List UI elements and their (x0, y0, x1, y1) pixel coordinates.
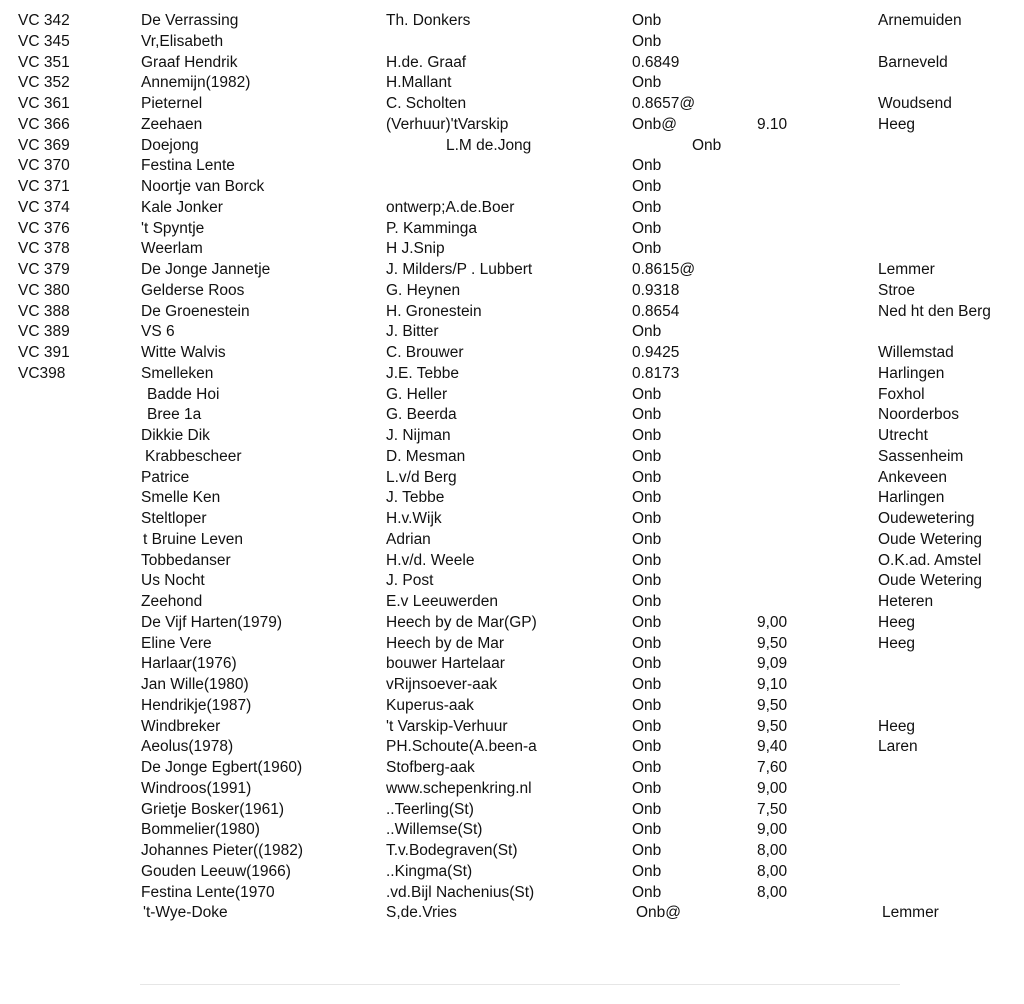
vessel-code: VC 371 (18, 178, 70, 195)
home-port: Arnemuiden (878, 12, 962, 29)
score-value: 9,00 (757, 821, 788, 839)
owner-name: G. Heller (386, 385, 448, 403)
home-port: Utrecht (878, 427, 928, 444)
vessel-name: Harlaar(1976) (141, 655, 237, 673)
vessel-name: Aeolus(1978) (141, 738, 234, 756)
rating-value: 0.6849 (632, 53, 680, 71)
table-row (0, 883, 1024, 903)
rating-value: Onb (632, 655, 662, 673)
home-port: Lemmer (878, 261, 935, 278)
owner-name: G. Beerda (386, 406, 457, 424)
table-row (0, 239, 1024, 259)
rating-value: 0.8615@ (632, 261, 696, 278)
table-row (0, 343, 1024, 363)
rating-value: Onb (632, 489, 662, 507)
owner-name: J. Bitter (386, 323, 439, 341)
rating-value: Onb (632, 821, 662, 839)
table-row (0, 571, 1024, 591)
rating-value: Onb (632, 613, 662, 631)
vessel-code: VC 379 (18, 261, 70, 278)
rating-value: Onb (632, 759, 662, 776)
table-row (0, 53, 1024, 73)
score-value: 9,40 (757, 738, 788, 756)
table-row (0, 592, 1024, 612)
owner-name: H. Gronestein (386, 302, 482, 320)
rating-value: Onb (632, 447, 662, 465)
table-row (0, 136, 1024, 156)
owner-name: C. Scholten (386, 95, 467, 112)
owner-name: T.v.Bodegraven(St) (386, 842, 518, 859)
home-port: Stroe (878, 281, 916, 299)
table-row (0, 426, 1024, 446)
home-port: Heeg (878, 634, 916, 652)
rating-value: Onb (632, 12, 662, 29)
home-port: Heeg (878, 717, 916, 735)
home-port: Oude Wetering (878, 572, 982, 590)
owner-name: bouwer Hartelaar (386, 655, 505, 673)
home-port: O.K.ad. Amstel (878, 551, 982, 569)
vessel-name: Festina Lente (141, 157, 235, 175)
table-row (0, 613, 1024, 633)
vessel-code: VC 370 (18, 157, 70, 175)
home-port: Harlingen (878, 489, 945, 507)
table-row (0, 530, 1024, 550)
score-value: 8,00 (757, 883, 788, 901)
owner-name: H.v.Wijk (386, 510, 442, 527)
vessel-code: VC 369 (18, 136, 70, 154)
vessel-name: Graaf Hendrik (141, 53, 238, 71)
owner-name: Stofberg-aak (386, 759, 475, 776)
vessel-name: Dikkie Dik (141, 427, 210, 444)
rating-value: Onb (632, 800, 662, 818)
vessel-name: 't Spyntje (141, 219, 205, 237)
owner-name: ontwerp;A.de.Boer (386, 198, 515, 216)
score-value: 9.10 (757, 115, 788, 133)
vessel-code: VC 351 (18, 53, 70, 71)
table-row (0, 675, 1024, 695)
vessel-name: De Verrassing (141, 12, 239, 29)
vessel-name: Zeehaen (141, 115, 203, 133)
score-value: 8,00 (757, 862, 788, 880)
vessel-name: Festina Lente(1970 (141, 883, 275, 901)
table-row (0, 198, 1024, 218)
owner-name: D. Mesman (386, 447, 466, 465)
owner-name: E.v Leeuwerden (386, 593, 499, 610)
owner-name: L.M de.Jong (446, 136, 532, 154)
rating-value: Onb (632, 883, 662, 901)
table-row (0, 841, 1024, 861)
owner-name: J. Milders/P . Lubbert (386, 261, 533, 278)
vessel-name: Smelleken (141, 364, 214, 382)
rating-value: Onb (632, 178, 662, 195)
rating-value: Onb (632, 842, 662, 859)
vessel-name: Pieternel (141, 95, 203, 112)
table-row (0, 634, 1024, 654)
vessel-name: Tobbedanser (141, 551, 231, 569)
table-row (0, 32, 1024, 52)
rating-value: Onb (632, 551, 662, 569)
table-row (0, 654, 1024, 674)
table-row (0, 281, 1024, 301)
vessel-name: t Bruine Leven (143, 530, 243, 548)
table-row (0, 696, 1024, 716)
vessel-name: Krabbescheer (145, 447, 242, 465)
rating-value: Onb (692, 136, 722, 154)
table-row (0, 551, 1024, 571)
table-row (0, 94, 1024, 114)
rating-value: 0.8654 (632, 302, 680, 320)
home-port: Harlingen (878, 364, 945, 382)
vessel-name: Bommelier(1980) (141, 821, 260, 839)
owner-name: PH.Schoute(A.been-a (386, 738, 537, 756)
vessel-name: Witte Walvis (141, 344, 226, 361)
rating-value: Onb (632, 74, 662, 92)
vessel-name: Hendrikje(1987) (141, 696, 252, 714)
table-row (0, 509, 1024, 529)
owner-name: H.Mallant (386, 74, 452, 92)
table-row (0, 447, 1024, 467)
owner-name: G. Heynen (386, 281, 461, 299)
vessel-name: Annemijn(1982) (141, 74, 251, 92)
vessel-code: VC 391 (18, 344, 70, 361)
vessel-name: Kale Jonker (141, 198, 223, 216)
table-row (0, 322, 1024, 342)
rating-value: Onb (632, 530, 662, 548)
table-row (0, 177, 1024, 197)
vessel-name: Steltloper (141, 510, 207, 527)
table-row (0, 156, 1024, 176)
owner-name: vRijnsoever-aak (386, 676, 498, 693)
owner-name: J.E. Tebbe (386, 364, 459, 382)
vessel-name: Vr,Elisabeth (141, 32, 224, 50)
table-row (0, 364, 1024, 384)
vessel-name: Smelle Ken (141, 489, 221, 507)
owner-name: ..Teerling(St) (386, 800, 474, 818)
vessel-name: Gelderse Roos (141, 281, 245, 299)
vessel-name: Zeehond (141, 593, 203, 610)
vessel-name: Noortje van Borck (141, 178, 265, 195)
owner-name: P. Kamminga (386, 219, 478, 237)
table-row (0, 779, 1024, 799)
rating-value: Onb (632, 323, 662, 341)
vessel-name: De Groenestein (141, 302, 250, 320)
rating-value: Onb (632, 240, 662, 258)
score-value: 7,50 (757, 800, 788, 818)
owner-name: C. Brouwer (386, 344, 464, 361)
owner-name: Th. Donkers (386, 12, 471, 29)
rating-value: 0.9425 (632, 344, 680, 361)
score-value: 8,00 (757, 842, 788, 859)
vessel-name: Badde Hoi (147, 385, 220, 403)
rating-value: Onb@ (636, 904, 682, 922)
table-row (0, 737, 1024, 757)
table-row (0, 717, 1024, 737)
vessel-code: VC 388 (18, 302, 70, 320)
home-port: Heeg (878, 115, 916, 133)
table-row (0, 800, 1024, 820)
vessel-name: De Jonge Egbert(1960) (141, 759, 303, 776)
home-port: Foxhol (878, 385, 925, 403)
rating-value: Onb (632, 676, 662, 693)
home-port: Lemmer (882, 904, 939, 922)
table-row (0, 11, 1024, 31)
rating-value: Onb (632, 32, 662, 50)
home-port: Oude Wetering (878, 530, 982, 548)
table-row (0, 260, 1024, 280)
home-port: Oudewetering (878, 510, 975, 527)
score-value: 9,00 (757, 779, 788, 797)
owner-name: L.v/d Berg (386, 468, 457, 486)
table-row (0, 73, 1024, 93)
vessel-name: Grietje Bosker(1961) (141, 800, 285, 818)
home-port: Sassenheim (878, 447, 964, 465)
owner-name: H.de. Graaf (386, 53, 467, 71)
score-value: 9,50 (757, 717, 788, 735)
owner-name: ..Willemse(St) (386, 821, 483, 839)
vessel-code: VC 345 (18, 32, 70, 50)
home-port: Heeg (878, 613, 916, 631)
owner-name: Heech by de Mar (386, 634, 505, 652)
rating-value: Onb (632, 634, 662, 652)
table-row (0, 758, 1024, 778)
score-value: 9,09 (757, 655, 788, 673)
rating-value: Onb (632, 510, 662, 527)
vessel-code: VC 361 (18, 95, 70, 112)
vessel-name: Jan Wille(1980) (141, 676, 249, 693)
rating-value: Onb (632, 593, 662, 610)
table-row (0, 488, 1024, 508)
vessel-name: De Vijf Harten(1979) (141, 613, 283, 631)
owner-name: 't Varskip-Verhuur (386, 717, 508, 735)
vessel-name: Johannes Pieter((1982) (141, 842, 303, 859)
rating-value: Onb (632, 572, 662, 590)
vessel-name: De Jonge Jannetje (141, 261, 271, 278)
rating-value: Onb (632, 468, 662, 486)
rating-value: Onb@ (632, 115, 678, 133)
vessel-code: VC 378 (18, 240, 70, 258)
rating-value: 0.9318 (632, 281, 680, 299)
owner-name: (Verhuur)'tVarskip (386, 115, 509, 133)
owner-name: ..Kingma(St) (386, 862, 473, 880)
owner-name: J. Tebbe (386, 489, 445, 507)
vessel-code: VC 389 (18, 323, 70, 341)
home-port: Ankeveen (878, 468, 947, 486)
owner-name: H J.Snip (386, 240, 445, 258)
vessel-name: Bree 1a (147, 406, 202, 424)
table-row (0, 862, 1024, 882)
vessel-code: VC 374 (18, 198, 70, 216)
vessel-name: Windbreker (141, 717, 221, 735)
vessel-name: Eline Vere (141, 634, 212, 652)
vessel-code: VC 342 (18, 12, 70, 29)
vessel-code: VC 352 (18, 74, 70, 92)
rating-value: Onb (632, 717, 662, 735)
footer-divider (140, 984, 900, 985)
rating-value: Onb (632, 219, 662, 237)
score-value: 7,60 (757, 759, 788, 776)
owner-name: J. Nijman (386, 427, 451, 444)
rating-value: Onb (632, 385, 662, 403)
table-row (0, 405, 1024, 425)
vessel-name: 't-Wye-Doke (143, 904, 228, 922)
vessel-code: VC398 (18, 364, 66, 382)
owner-name: Heech by de Mar(GP) (386, 613, 537, 631)
vessel-name: Weerlam (141, 240, 203, 258)
table-row (0, 385, 1024, 405)
home-port: Willemstad (878, 344, 954, 361)
owner-name: .vd.Bijl Nachenius(St) (386, 883, 535, 901)
rating-value: Onb (632, 738, 662, 756)
score-value: 9,50 (757, 696, 788, 714)
vessel-code: VC 376 (18, 219, 70, 237)
home-port: Noorderbos (878, 406, 959, 424)
score-value: 9,10 (757, 676, 788, 693)
vessel-name: Patrice (141, 468, 190, 486)
vessel-name: VS 6 (141, 323, 175, 341)
vessel-name: Us Nocht (141, 572, 205, 590)
vessel-name: Windroos(1991) (141, 779, 252, 797)
table-row (0, 903, 1024, 923)
vessel-name: Gouden Leeuw(1966) (141, 862, 291, 880)
home-port: Barneveld (878, 53, 948, 71)
rating-value: Onb (632, 862, 662, 880)
table-row (0, 468, 1024, 488)
table-row (0, 302, 1024, 322)
rating-value: 0.8173 (632, 364, 680, 382)
vessel-code: VC 380 (18, 281, 70, 299)
score-value: 9,00 (757, 613, 788, 631)
rating-value: 0.8657@ (632, 95, 696, 112)
rating-value: Onb (632, 696, 662, 714)
home-port: Heteren (878, 593, 934, 610)
owner-name: H.v/d. Weele (386, 551, 475, 569)
score-value: 9,50 (757, 634, 788, 652)
owner-name: Adrian (386, 530, 431, 548)
home-port: Ned ht den Berg (878, 302, 991, 320)
owner-name: S,de.Vries (386, 904, 457, 922)
rating-value: Onb (632, 406, 662, 424)
owner-name: www.schepenkring.nl (386, 779, 532, 797)
home-port: Laren (878, 738, 918, 756)
table-row (0, 820, 1024, 840)
vessel-name: Doejong (141, 136, 199, 154)
table-row (0, 219, 1024, 239)
owner-name: Kuperus-aak (386, 696, 474, 714)
rating-value: Onb (632, 198, 662, 216)
rating-value: Onb (632, 427, 662, 444)
home-port: Woudsend (878, 95, 952, 112)
rating-value: Onb (632, 157, 662, 175)
vessel-code: VC 366 (18, 115, 70, 133)
rating-value: Onb (632, 779, 662, 797)
owner-name: J. Post (386, 572, 434, 590)
table-row (0, 115, 1024, 135)
